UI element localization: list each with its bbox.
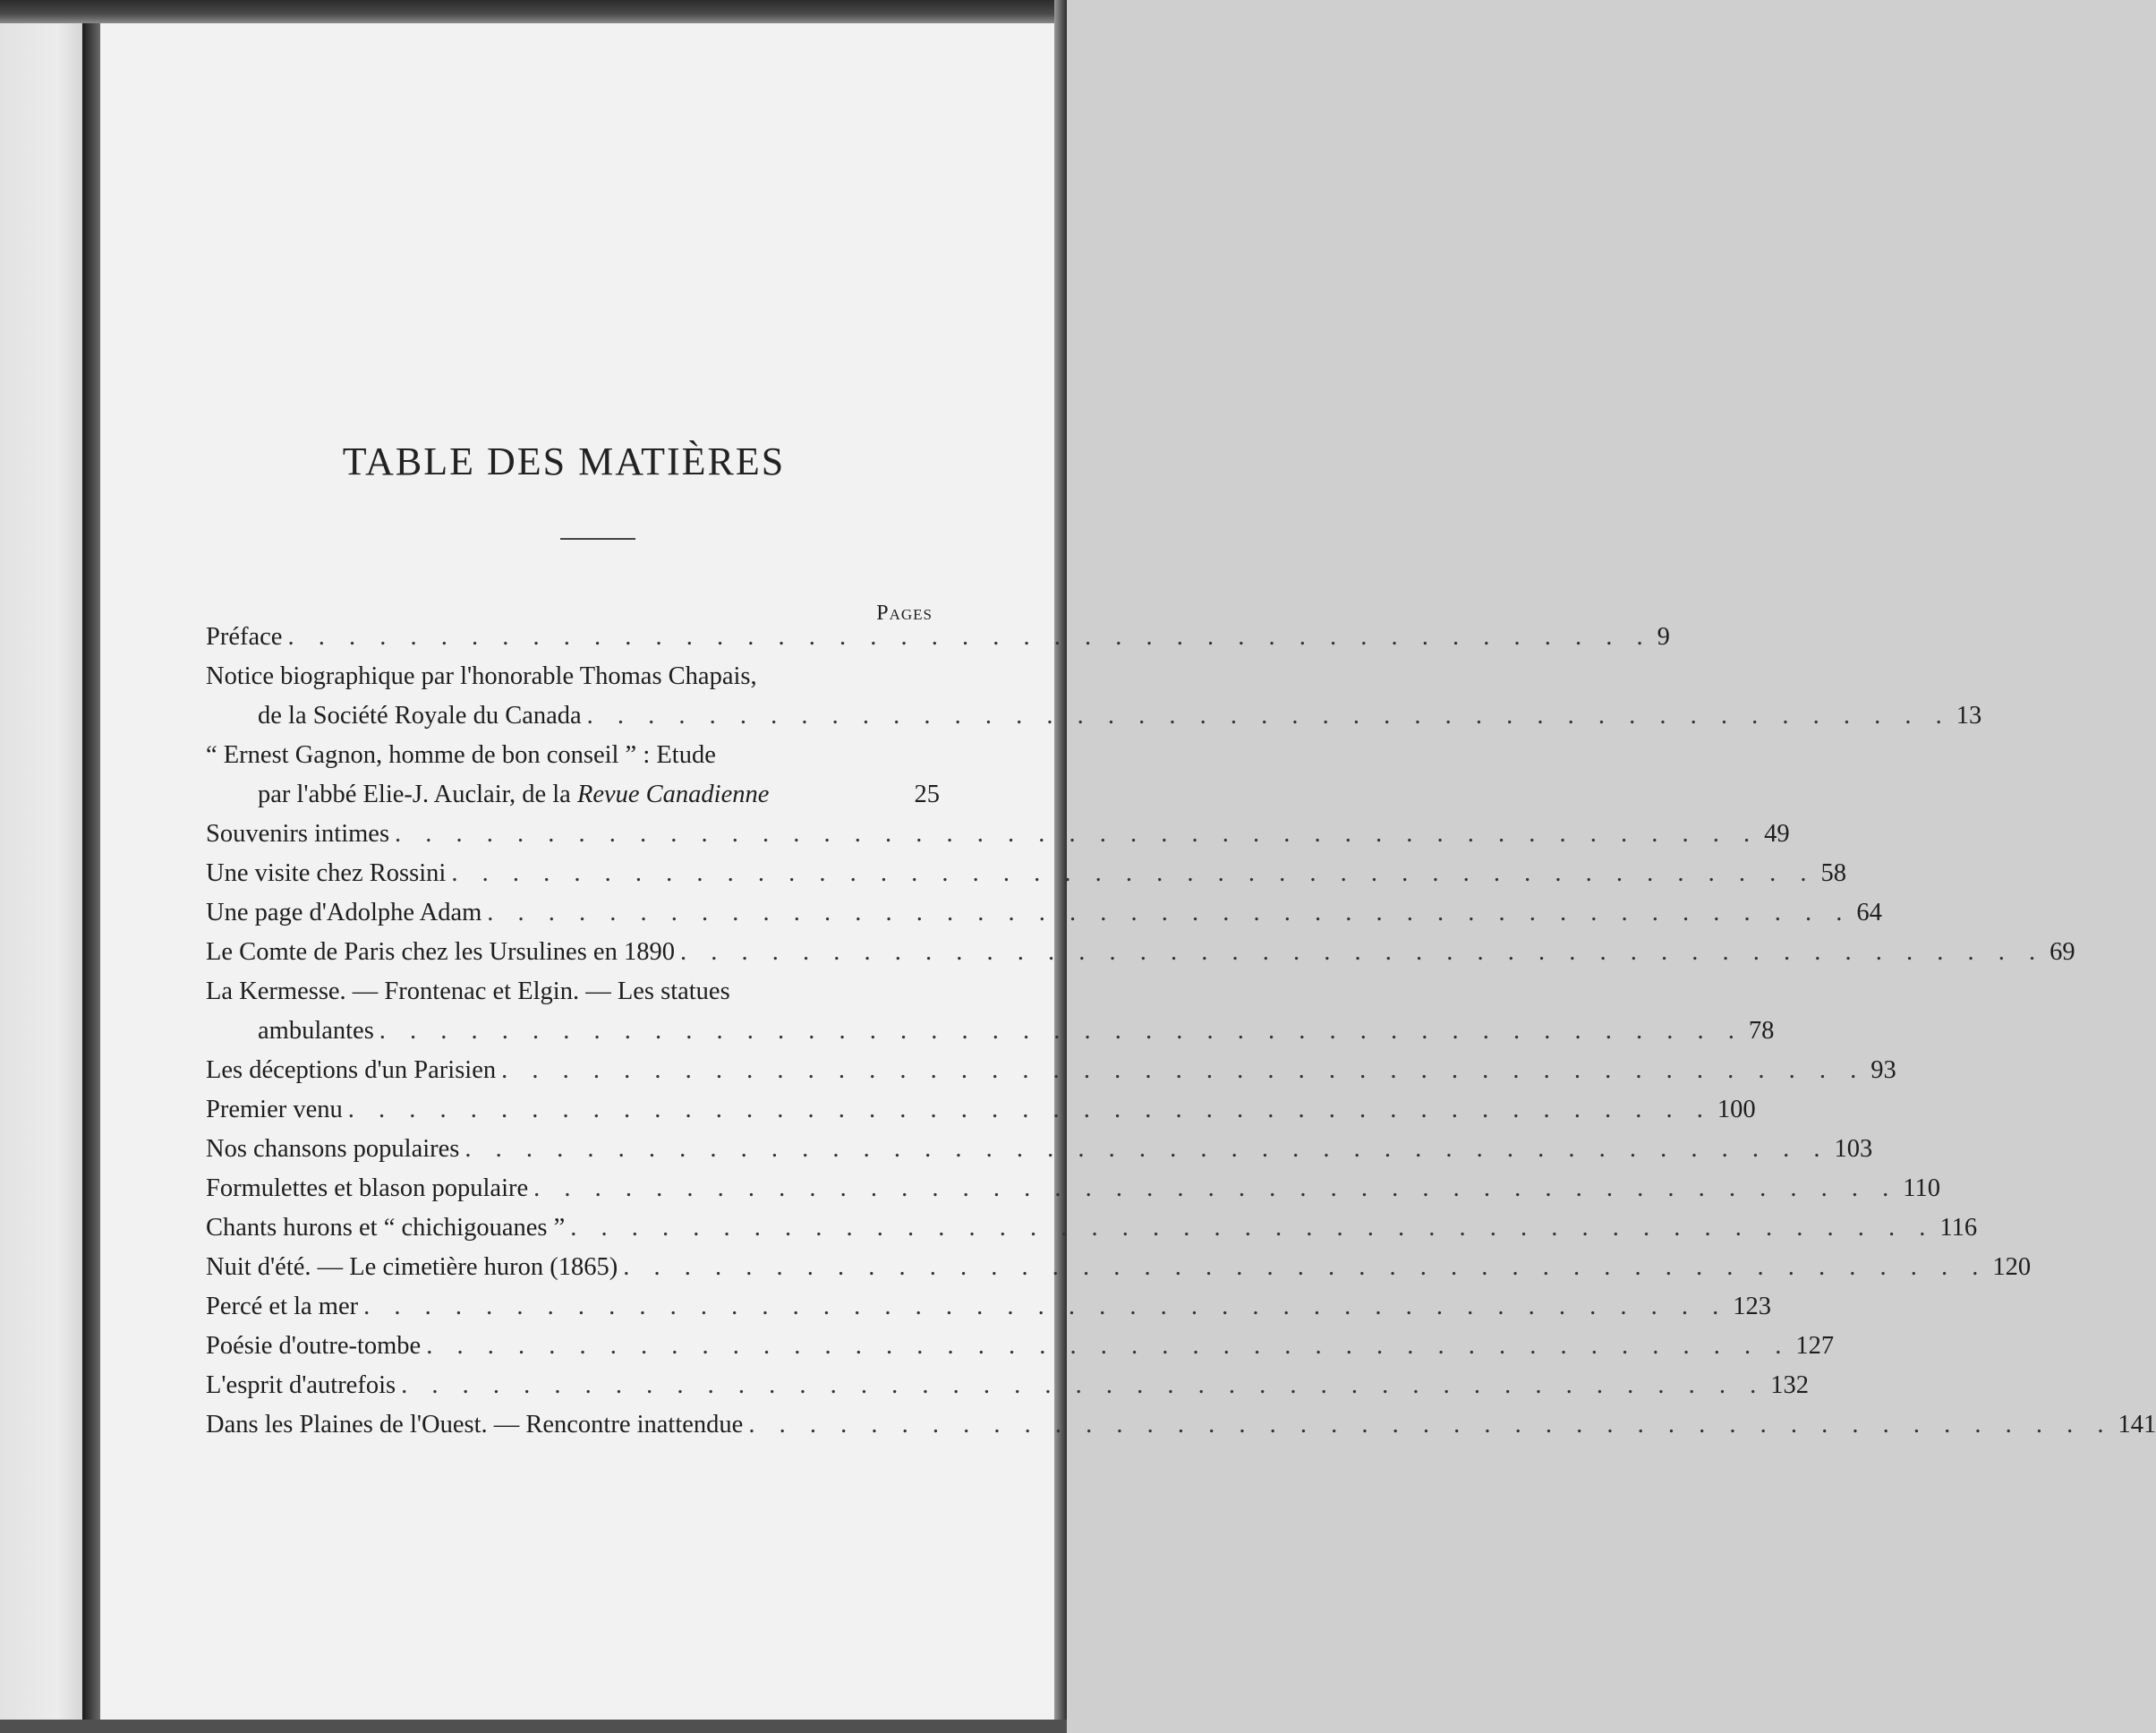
toc-entry-label	[206, 1169, 528, 1208]
toc-entry-row	[206, 933, 2075, 972]
toc-entry-row	[206, 1090, 1756, 1130]
toc-entry	[206, 1287, 1771, 1327]
toc-entry-label-text: Poésie d'outre-tombe	[206, 1332, 422, 1360]
dot-leader: . . . . . . . . . . . . . . . . . . . . . . . . . . . . . . . . . . . . . . . . . . . . .	[748, 1411, 2113, 1438]
toc-entry-label-text: Nos chansons populaires	[206, 1135, 460, 1163]
toc-entry-label-text: de la Société Royale du Canada	[258, 702, 582, 730]
dot-leader: . . . . . . . . . . . . . . . . . . . . . . . . . . . . . . . . . . . . . . . . . . . . .	[363, 1293, 1728, 1320]
dot-leader: . . . . . . . . . . . . . . . . . . . . . . . . . . . . . . . . . . . . . . . . . . . . .	[287, 623, 1652, 651]
dot-leader: . . . . . . . . . . . . . . . . . . . . . . . . . . . . . . . . . . . . . . . . . . . . .	[347, 1096, 1712, 1123]
toc-entry-label	[206, 1208, 565, 1248]
dot-leader: . . . . . . . . . . . . . . . . . . . . . . . . . . . . . . . . . . . . . . . . . . . . .	[679, 938, 2045, 966]
toc-entry-label-text: Chants hurons et “ chichigouanes ”	[206, 1214, 566, 1242]
toc-page-number: 58	[1820, 859, 1846, 887]
toc-entry-row	[206, 1012, 1775, 1051]
toc-entry-label	[258, 775, 769, 815]
toc-entry-label	[206, 1405, 743, 1445]
toc-entry	[206, 1051, 1896, 1090]
toc-entry-row	[206, 618, 1670, 657]
toc-entry-row	[206, 1051, 1896, 1090]
toc-entry-label	[206, 854, 446, 893]
toc-entry-label-text: Formulettes et blason populaire	[206, 1174, 529, 1202]
scan-bottom-border	[0, 1720, 1067, 1733]
toc-entry-label-text: Une page d'Adolphe Adam	[206, 899, 482, 926]
toc-entry	[206, 618, 1670, 657]
dot-leader: . . . . . . . . . . . . . . . . . . . . . . . . . . . . . . . . . . . . . . . . . . . . .	[401, 1371, 1766, 1399]
toc-entry-row	[206, 1405, 2156, 1445]
dot-leader: . . . . . . . . . . . . . . . . . . . . . . . . . . . . . . . . . . . . . . . . . . . . .	[623, 1253, 1988, 1281]
toc-entry-label-text: Le Comte de Paris chez les Ursulines en 1890	[206, 938, 675, 966]
toc-entry-row	[206, 815, 1790, 854]
toc-entry-label	[258, 1012, 374, 1051]
dot-leader: . . . . . . . . . . . . . . . . . . . . . . . . . . . . . . . . . . . . . . . . . . . . .	[586, 702, 1951, 730]
toc-page-number: 93	[1871, 1056, 1896, 1084]
toc-page-number: 116	[1939, 1214, 1978, 1242]
toc-entry-label	[258, 696, 582, 736]
facing-page	[0, 0, 82, 1733]
toc-page-number: 127	[1795, 1332, 1835, 1360]
toc-entry-label-text: Premier venu	[206, 1096, 343, 1123]
page-gutter-shadow	[82, 0, 100, 1733]
toc-entry-label	[206, 1287, 358, 1327]
dot-leader: . . . . . . . . . . . . . . . . . . . . . . . . . . . . . . . . . . . . . . . . . . . . .	[501, 1056, 1866, 1084]
dot-leader: . . . . . . . . . . . . . . . . . . . . . . . . . . . . . . . . . . . . . . . . . . . . .	[570, 1214, 1935, 1242]
toc-entry-row	[206, 1366, 1809, 1405]
toc-entry-row	[206, 1327, 1835, 1366]
toc-entry-label-text: Nuit d'été. — Le cimetière huron (1865)	[206, 1253, 618, 1281]
toc-entry-row	[206, 696, 1982, 736]
dot-leader: . . . . . . . . . . . . . . . . . . . . . . . . . . . . . . . . . . . . . . . . . . . . .	[487, 899, 1852, 926]
toc-page-number: 49	[1764, 820, 1790, 848]
toc-entry	[206, 1090, 1756, 1130]
toc-page-number: 120	[1992, 1253, 2032, 1281]
toc-entry-label-text: Préface	[206, 623, 283, 651]
toc-entry	[206, 1366, 1809, 1405]
toc-entry	[206, 854, 1846, 893]
toc-page-number: 100	[1717, 1096, 1756, 1123]
toc-entry-label-italic: Revue Canadienne	[576, 781, 770, 808]
toc-entry-label	[206, 1051, 496, 1090]
toc-entry-first-line: “ Ernest Gagnon, homme de bon conseil ” : Etude	[206, 741, 716, 769]
toc-entry-label-text: Souvenirs intimes	[206, 820, 390, 848]
toc-entry-row	[206, 1130, 1873, 1169]
toc-entry-row	[206, 1287, 1771, 1327]
toc-entry-label-text: ambulantes	[258, 1017, 374, 1045]
toc-entry-label-text: par l'abbé Elie-J. Auclair, de la	[258, 781, 571, 808]
toc-entry-label	[206, 933, 675, 972]
toc-entry	[206, 1169, 1940, 1208]
toc-entry	[206, 933, 2075, 972]
toc-entry	[206, 657, 1982, 736]
toc-page-number: 25	[914, 781, 940, 808]
page-title: TABLE DES MATIÈRES	[342, 440, 786, 483]
dot-leader: . . . . . . . . . . . . . . . . . . . . . . . . . . . . . . . . . . . . . . . . . . . . .	[426, 1332, 1791, 1360]
toc-entry-label-text: Une visite chez Rossini	[206, 859, 447, 887]
toc-page-number: 110	[1903, 1174, 1940, 1202]
toc-entry-label	[206, 618, 282, 657]
toc-page-number: 132	[1770, 1371, 1809, 1399]
toc-page-number: 69	[2049, 938, 2075, 966]
toc-entry-label-text: L'esprit d'autrefois	[206, 1371, 396, 1399]
toc-entry-label	[206, 1130, 459, 1169]
scan-top-border	[0, 0, 1067, 23]
toc-entry-row	[206, 854, 1846, 893]
toc-entry-label	[206, 1366, 396, 1405]
toc-entry	[206, 815, 1790, 854]
toc-entry-first-line: La Kermesse. — Frontenac et Elgin. — Les statues	[206, 977, 730, 1005]
toc-entry	[206, 893, 1882, 933]
toc-entry-row	[206, 1248, 2032, 1287]
toc-entry-first-line: Notice biographique par l'honorable Thomas Chapais,	[206, 662, 757, 690]
toc-page-number: 141	[2118, 1411, 2156, 1438]
toc-entry	[206, 1327, 1835, 1366]
dot-leader: . . . . . . . . . . . . . . . . . . . . . . . . . . . . . . . . . . . . . . . . . . . . .	[451, 859, 1816, 887]
toc-page-number: 9	[1657, 623, 1670, 651]
pages-column-header: Pages	[876, 602, 933, 625]
toc-entry-row	[206, 1169, 1940, 1208]
toc-entry-label	[206, 1327, 421, 1366]
toc-entry-row	[206, 775, 940, 815]
toc-entry-label-text: Dans les Plaines de l'Ouest. — Rencontre inattendue	[206, 1411, 744, 1438]
dot-leader: . . . . . . . . . . . . . . . . . . . . . . . . . . . . . . . . . . . . . . . . . . . . .	[395, 820, 1760, 848]
toc-entry	[206, 1208, 1978, 1248]
dot-leader: . . . . . . . . . . . . . . . . . . . . . . . . . . . . . . . . . . . . . . . . . . . . .	[379, 1017, 1743, 1045]
toc-page-number: 103	[1834, 1135, 1873, 1163]
toc-page-number: 13	[1956, 702, 1982, 730]
dot-leader: . . . . . . . . . . . . . . . . . . . . . . . . . . . . . . . . . . . . . . . . . . . . .	[464, 1135, 1829, 1163]
toc-entry-label-text: Percé et la mer	[206, 1293, 359, 1320]
toc-page-number: 64	[1856, 899, 1882, 926]
toc-entry-label	[206, 893, 481, 933]
toc-page-number: 78	[1748, 1017, 1775, 1045]
toc-entry	[206, 736, 940, 815]
title-divider	[560, 538, 635, 540]
toc-entry-row	[206, 893, 1882, 933]
toc-entry	[206, 1405, 2156, 1445]
dot-leader: . . . . . . . . . . . . . . . . . . . . . . . . . . . . . . . . . . . . . . . . . . . . .	[533, 1174, 1898, 1202]
toc-entry-label-text: Les déceptions d'un Parisien	[206, 1056, 497, 1084]
toc-entry	[206, 1248, 2032, 1287]
toc-entry-label	[206, 1090, 343, 1130]
toc-page-number: 123	[1733, 1293, 1771, 1320]
toc-entry-row	[206, 1208, 1978, 1248]
table-of-contents	[206, 618, 2156, 1445]
toc-entry-label	[206, 815, 389, 854]
toc-entry	[206, 1130, 1873, 1169]
toc-entry-label	[206, 1248, 618, 1287]
toc-entry	[206, 972, 1775, 1051]
